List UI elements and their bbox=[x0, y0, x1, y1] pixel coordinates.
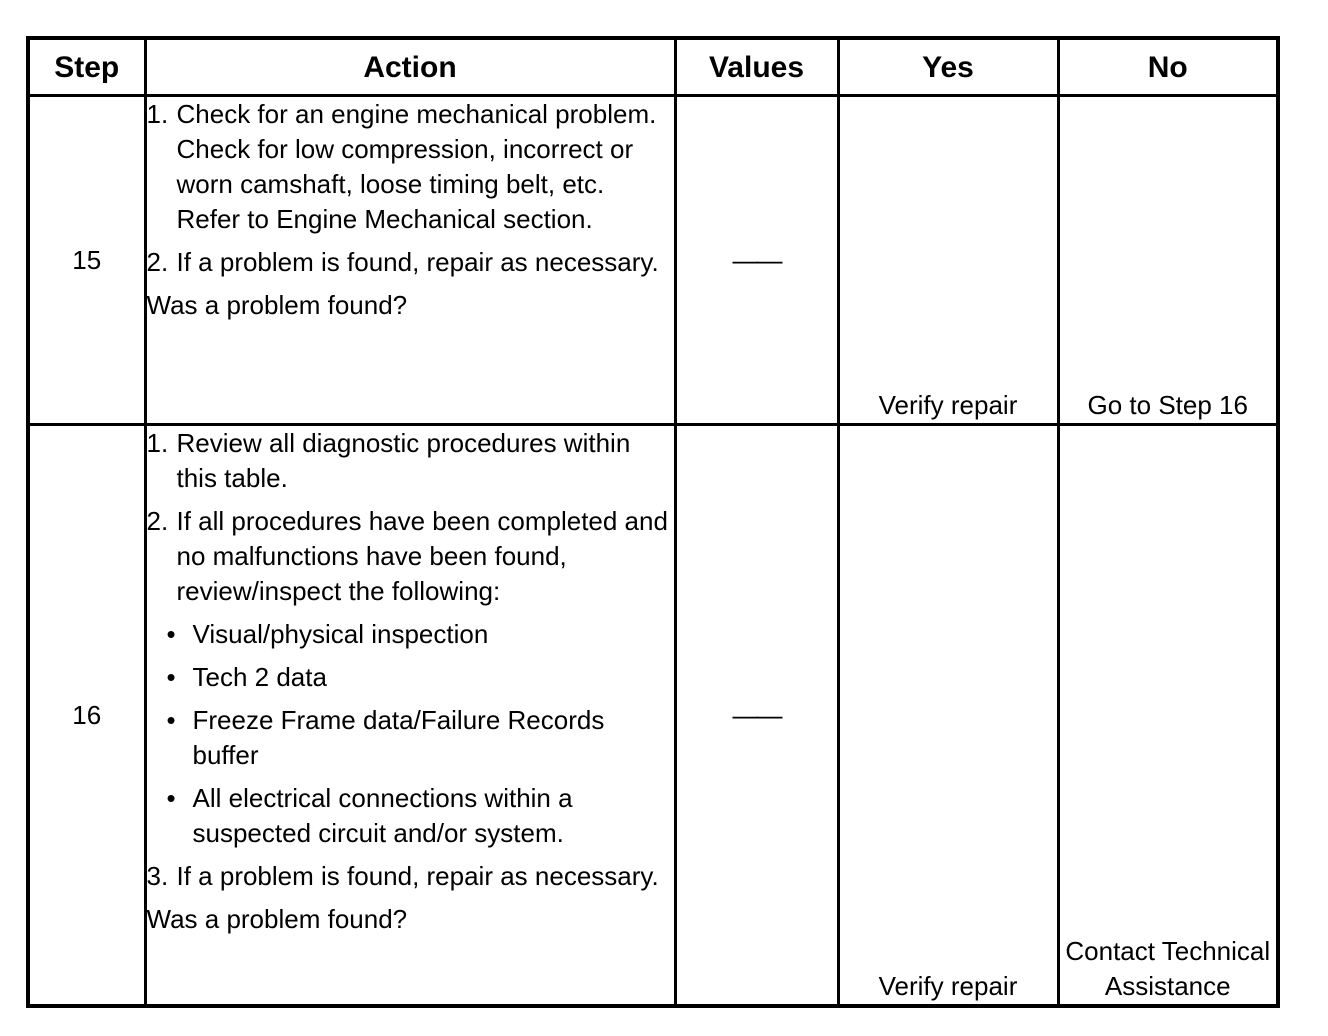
yes-cell: Verify repair bbox=[838, 425, 1058, 1007]
action-item-text: If a problem is found, repair as necessary. bbox=[176, 247, 659, 277]
bullet-item bbox=[147, 660, 674, 695]
action-item-number: 1. bbox=[146, 428, 169, 458]
bullet-icon: • bbox=[166, 783, 176, 813]
yes-cell: Verify repair bbox=[838, 96, 1058, 425]
action-item-text: Check for an engine mechanical problem. Check for low compression, incorrect or worn camshaft, loose timing belt, etc. Refer to Engine Mechanical section. bbox=[176, 99, 657, 234]
header-step: Step bbox=[28, 38, 145, 96]
diagnostic-table bbox=[26, 36, 1280, 1008]
action-item bbox=[147, 245, 674, 280]
action-cell bbox=[145, 96, 675, 425]
action-cell bbox=[145, 425, 675, 1007]
no-cell: Contact Technical Assistance bbox=[1058, 425, 1278, 1007]
step-number: 15 bbox=[28, 96, 145, 425]
table-row bbox=[28, 425, 1278, 1007]
bullet-text: All electrical connections within a suspected circuit and/or system. bbox=[192, 783, 573, 848]
values-dash: —— bbox=[732, 699, 781, 730]
values-dash: —— bbox=[732, 244, 781, 275]
bullet-text: Visual/physical inspection bbox=[192, 619, 489, 649]
values-cell bbox=[675, 96, 838, 425]
values-cell bbox=[675, 425, 838, 1007]
action-item-text: If a problem is found, repair as necessary. bbox=[176, 861, 659, 891]
header-no: No bbox=[1058, 38, 1278, 96]
bullet-item bbox=[147, 781, 674, 851]
bullet-text: Freeze Frame data/Failure Records buffer bbox=[192, 705, 605, 770]
bullet-item bbox=[147, 703, 674, 773]
action-item-number: 1. bbox=[146, 99, 169, 129]
action-item-number: 2. bbox=[146, 506, 169, 536]
bullet-item bbox=[147, 617, 674, 652]
action-question: Was a problem found? bbox=[146, 290, 408, 320]
bullet-icon: • bbox=[166, 619, 176, 649]
table-header-row bbox=[28, 38, 1278, 96]
action-item-number: 2. bbox=[146, 247, 169, 277]
step-number: 16 bbox=[28, 425, 145, 1007]
bullet-text: Tech 2 data bbox=[192, 662, 327, 692]
table-row bbox=[28, 96, 1278, 425]
action-item-text: If all procedures have been completed and no malfunctions have been found, review/inspect the following: bbox=[176, 506, 668, 606]
action-item-number: 3. bbox=[146, 861, 169, 891]
header-values: Values bbox=[675, 38, 838, 96]
action-question: Was a problem found? bbox=[146, 904, 408, 934]
bullet-icon: • bbox=[166, 705, 176, 735]
action-item-text: Review all diagnostic procedures within this table. bbox=[176, 428, 631, 493]
action-item bbox=[147, 859, 674, 894]
no-cell: Go to Step 16 bbox=[1058, 96, 1278, 425]
action-item bbox=[147, 97, 674, 237]
header-action: Action bbox=[145, 38, 675, 96]
action-item bbox=[147, 426, 674, 496]
bullet-icon: • bbox=[166, 662, 176, 692]
header-yes: Yes bbox=[838, 38, 1058, 96]
action-item bbox=[147, 504, 674, 609]
